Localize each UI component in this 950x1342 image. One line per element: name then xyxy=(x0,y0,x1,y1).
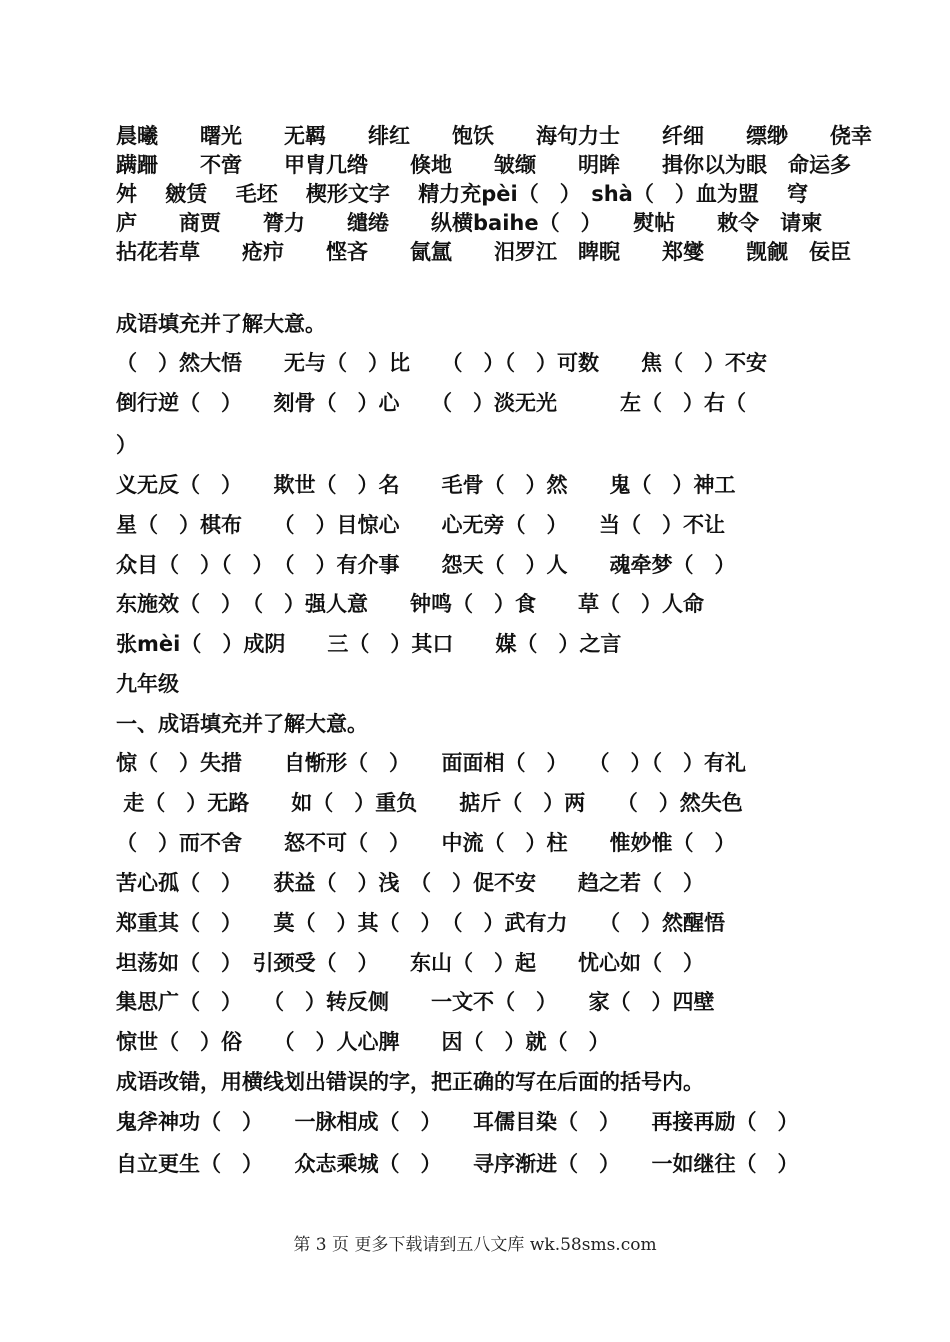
section-title: 成语改错，用横线划出错误的字，把正确的写在后面的括号内。 xyxy=(116,1070,704,1094)
section-title: 一、成语填充并了解大意。 xyxy=(116,712,368,736)
idiom-line: 走（ ）无路 如（ ）重负 掂斤（ ）两 （ ）然失色 xyxy=(116,791,743,815)
grade-label: 九年级 xyxy=(116,672,179,696)
idiom-line: 东施效（ ） （ ）强人意 钟鸣（ ）食 草（ ）人命 xyxy=(116,592,704,616)
vocab-line: 舛 皴赁 毛坯 楔形文字 精力充pèi（ ） shà（ ）血为盟 穹 xyxy=(116,182,809,206)
idiom-line: 坦荡如（ ） 引颈受（ ） 东山（ ）起 忧心如（ ） xyxy=(116,951,704,975)
idiom-line: （ ）然大悟 无与（ ）比 （ ）（ ）可数 焦（ ）不安 xyxy=(116,351,767,375)
idiom-line: 倒行逆（ ） 刻骨（ ）心 （ ）淡无光 左（ ）右（ xyxy=(116,391,746,415)
idiom-line: 集思广（ ） （ ）转反侧 一文不（ ） 家（ ）四壁 xyxy=(116,990,715,1014)
idiom-line: 众目（ ）（ ） （ ）有介事 怨天（ ）人 魂牵梦（ ） xyxy=(116,553,736,577)
section-title: 成语填充并了解大意。 xyxy=(116,312,326,336)
vocab-line: 晨曦 曙光 无羁 绯红 饱饫 海句力士 纤细 缥缈 侥幸 xyxy=(116,124,872,148)
vocab-line: 庐 商贾 膂力 缱绻 纵横baihe（ ） 熨帖 敕令 请柬 xyxy=(116,211,823,235)
vocab-line: 蹒跚 不啻 甲胄几绺 倏地 皱缬 明眸 揖你以为眼 命运多 xyxy=(116,153,851,177)
correction-line: 鬼斧神功（ ） 一脉相成（ ） 耳儒目染（ ） 再接再励（ ） xyxy=(116,1110,799,1134)
idiom-line: 张mèi（ ）成阴 三（ ）其口 媒（ ）之言 xyxy=(116,632,622,656)
idiom-line: ） xyxy=(116,433,137,457)
page-footer: 第 3 页 更多下载请到五八文库 wk.58sms.com xyxy=(293,1235,657,1255)
idiom-line: 义无反（ ） 欺世（ ）名 毛骨（ ）然 鬼（ ）神工 xyxy=(116,473,736,497)
idiom-line: 郑重其（ ） 莫（ ）其（ ） （ ）武有力 （ ）然醒悟 xyxy=(116,911,725,935)
idiom-line: 惊世（ ）俗 （ ）人心脾 因（ ）就（ ） xyxy=(116,1030,610,1054)
idiom-line: （ ）而不舍 怒不可（ ） 中流（ ）柱 惟妙惟（ ） xyxy=(116,831,736,855)
idiom-line: 星（ ）棋布 （ ）目惊心 心无旁（ ） 当（ ）不让 xyxy=(116,513,725,537)
correction-line: 自立更生（ ） 众志乘城（ ） 寻序渐进（ ） 一如继往（ ） xyxy=(116,1152,799,1176)
idiom-line: 苦心孤（ ） 获益（ ）浅 （ ）促不安 趋之若（ ） xyxy=(116,871,704,895)
vocab-line: 拈花若草 疮疖 悭吝 氤氲 汨罗江 睥睨 郑燮 觊觎 佞臣 xyxy=(116,240,851,264)
idiom-line: 惊（ ）失措 自惭形（ ） 面面相（ ） （ ）（ ）有礼 xyxy=(116,751,746,775)
